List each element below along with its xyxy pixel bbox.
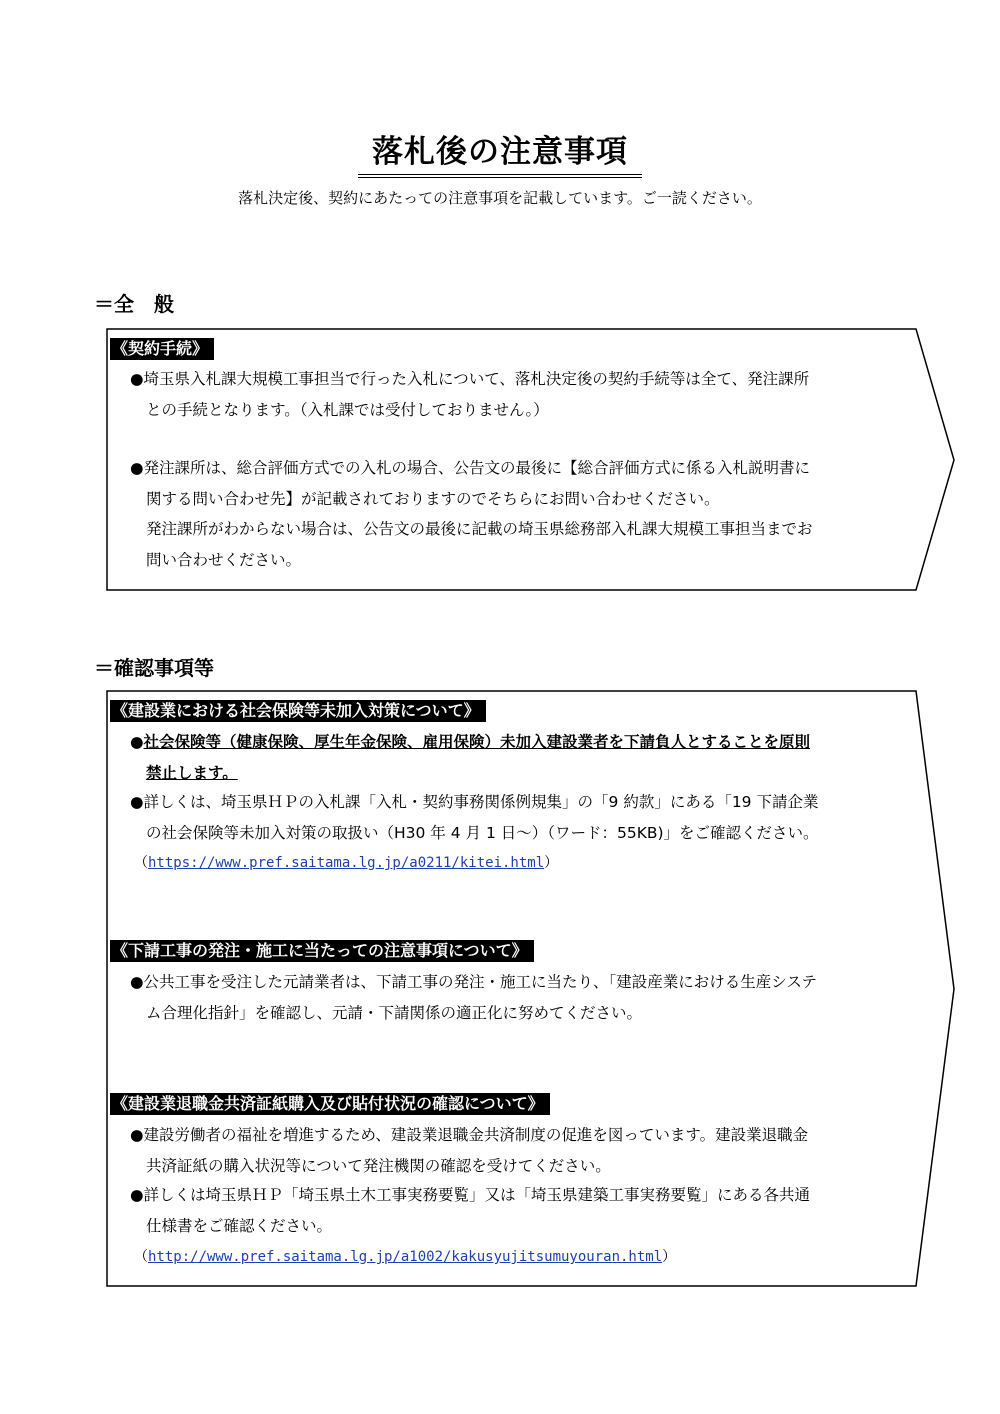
text-line: 関する問い合わせ先】が記載されておりますのでそちらにお問い合わせください。 xyxy=(146,489,720,508)
bullet-mark: ● xyxy=(130,733,144,751)
text-line: ●建設労働者の福祉を増進するため、建設業退職金共済制度の促進を図っています。建設業退職金 xyxy=(130,1126,809,1144)
block-label-retirement-stamps: 《建設業退職金共済証紙購入及び貼付状況の確認について》 xyxy=(110,1093,550,1115)
text-line: ●詳しくは、埼玉県ＨＰの入札課「入札・契約事務関係例規集」の「9 約款」にある「19 下請企業 xyxy=(130,793,819,811)
text-line: の社会保険等未加入対策の取扱い（H30 年 4 月 1 日～）（ワード：55KB)」をご確認ください。 xyxy=(146,823,819,842)
page-title: 落札後の注意事項 xyxy=(358,132,642,178)
text-line: ●詳しくは埼玉県ＨＰ「埼玉県土木工事実務要覧」又は「埼玉県建築工事実務要覧」にある各共通 xyxy=(130,1186,811,1204)
url-line-jitsumu xyxy=(134,1242,919,1273)
paren-open: （ xyxy=(134,855,148,871)
retirement-bullet-1 xyxy=(130,1120,915,1181)
text-line: ●公共工事を受注した元請業者は、下請工事の発注・施工に当たり、「建設産業における生産システ xyxy=(130,973,818,991)
page-subtitle: 落札決定後、契約にあたっての注意事項を記載しています。ご一読ください。 xyxy=(238,189,762,207)
text-line: ●発注課所は、総合評価方式での入札の場合、公告文の最後に【総合評価方式に係る入札説明書に xyxy=(130,459,811,477)
section-heading-general: ＝全 般 xyxy=(94,292,174,316)
text-line: ●埼玉県入札課大規模工事担当で行った入札について、落札決定後の契約手続等は全て、発注課所 xyxy=(130,370,810,388)
contract-bullet-2 xyxy=(130,453,915,575)
text-line: 問い合わせください。 xyxy=(146,550,302,569)
paren-close: ） xyxy=(544,855,559,871)
emphasis-text: 社会保険等（健康保険、厚生年金保険、雇用保険）未加入建設業者を下請負人とすることを原則 xyxy=(143,733,811,751)
social-insurance-bullet-2 xyxy=(130,787,915,848)
emphasis-text: 禁止します。 xyxy=(146,763,238,782)
text-line: 仕様書をご確認ください。 xyxy=(146,1216,333,1235)
text-line: ム合理化指針」を確認し、元請・下請関係の適正化に努めてください。 xyxy=(146,1003,643,1022)
block-label-contract: 《契約手続》 xyxy=(110,338,214,360)
contract-bullet-1 xyxy=(130,364,915,425)
retirement-bullet-2 xyxy=(130,1180,915,1241)
kitei-link[interactable]: https://www.pref.saitama.lg.jp/a0211/kitei.html xyxy=(148,855,545,871)
social-insurance-bullet-1 xyxy=(130,727,915,788)
block-label-subcontract: 《下請工事の発注・施工に当たっての注意事項について》 xyxy=(110,940,534,962)
text-line: との手続となります。（入札課では受付しておりません。） xyxy=(146,400,549,419)
paren-close: ） xyxy=(662,1249,677,1265)
block-label-social-insurance: 《建設業における社会保険等未加入対策について》 xyxy=(110,700,486,722)
paren-open: （ xyxy=(134,1249,148,1265)
subcontract-bullet-1 xyxy=(130,967,915,1028)
text-line: 発注課所がわからない場合は、公告文の最後に記載の埼玉県総務部入札課大規模工事担当までお xyxy=(146,520,813,538)
section-heading-confirmation: ＝確認事項等 xyxy=(94,656,214,680)
url-line-kitei xyxy=(134,848,919,879)
page-title-wrap xyxy=(0,132,1000,178)
text-line: 共済証紙の購入状況等について発注機関の確認を受けてください。 xyxy=(146,1156,611,1175)
jitsumu-link[interactable]: http://www.pref.saitama.lg.jp/a1002/kakusyujitsumuyouran.html xyxy=(148,1249,663,1265)
